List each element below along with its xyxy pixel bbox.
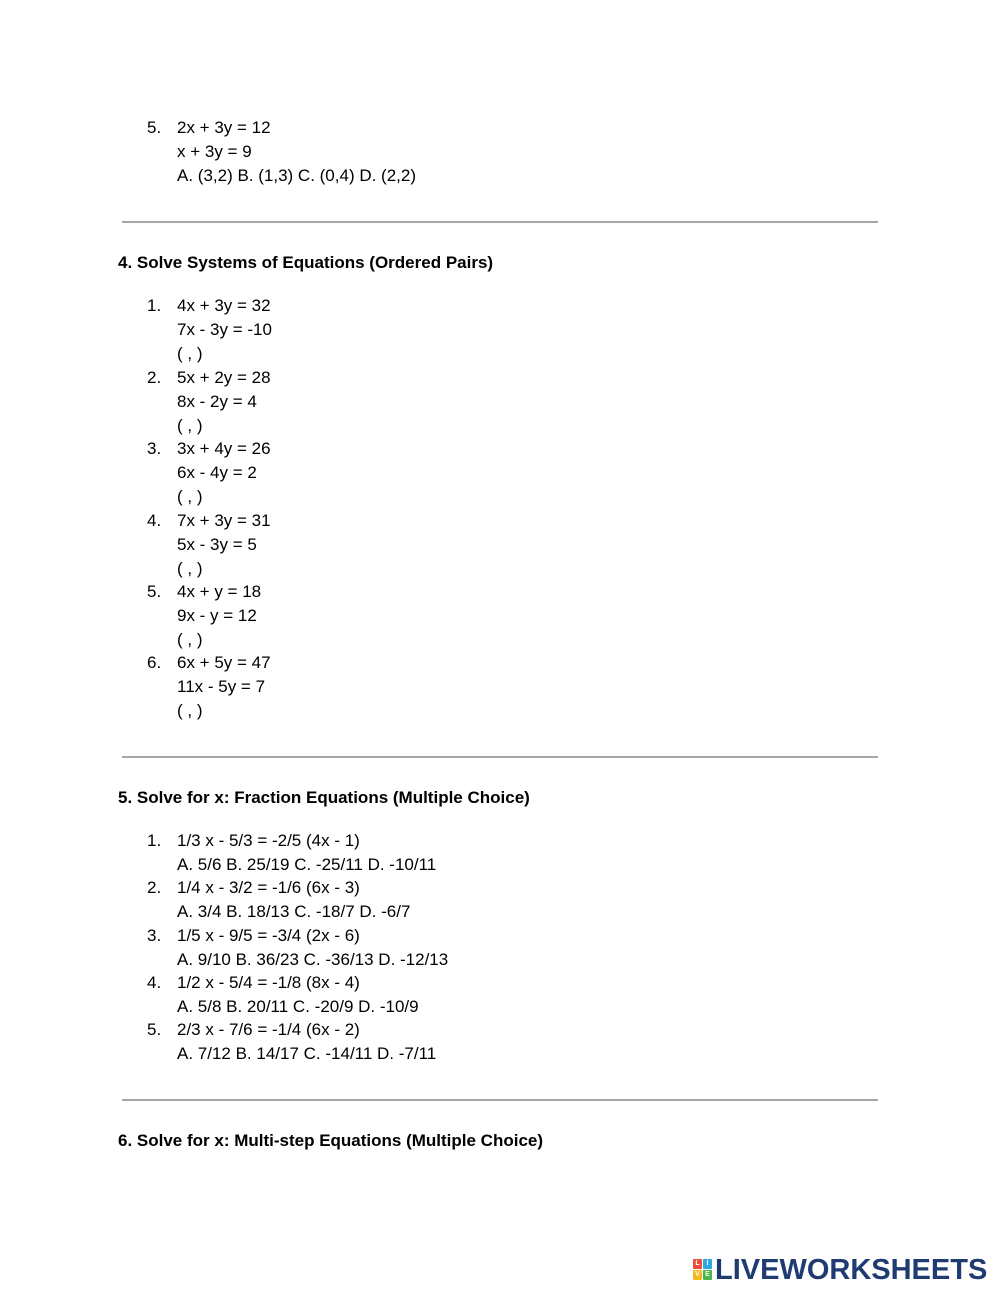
item-number: 3.: [147, 926, 162, 945]
equation-1: 6x + 5y = 47: [177, 653, 271, 672]
item-number: 5.: [147, 118, 162, 137]
answer-choices: A. (3,2) B. (1,3) C. (0,4) D. (2,2): [177, 166, 417, 185]
item-number: 2.: [147, 878, 162, 897]
logo-text: LIVEWORKSHEETS: [715, 1254, 988, 1286]
equation: 1/4 x - 3/2 = -1/6 (6x - 3): [177, 878, 360, 897]
item-number: 1.: [147, 296, 162, 315]
item-number: 5.: [147, 1020, 162, 1039]
answer-choices[interactable]: A. 3/4 B. 18/13 C. -18/7 D. -6/7: [177, 902, 411, 921]
item-number: 4.: [147, 511, 162, 530]
ordered-pair-answer[interactable]: ( , ): [177, 487, 203, 506]
section-4-title: 4. Solve Systems of Equations (Ordered Pairs): [118, 253, 494, 272]
equation-1: 4x + 3y = 32: [177, 296, 271, 315]
ordered-pair-answer[interactable]: ( , ): [177, 559, 203, 578]
equation-2: 7x - 3y = -10: [177, 320, 272, 339]
section-divider: [122, 1099, 878, 1101]
equation-1: 7x + 3y = 31: [177, 511, 271, 530]
equation: 2/3 x - 7/6 = -1/4 (6x - 2): [177, 1020, 360, 1039]
ordered-pair-answer[interactable]: ( , ): [177, 416, 203, 435]
liveworksheets-logo[interactable]: [693, 1255, 987, 1285]
section-6-title: 6. Solve for x: Multi-step Equations (Multiple Choice): [118, 1131, 544, 1150]
equation-1: 3x + 4y = 26: [177, 439, 271, 458]
section-5-title: 5. Solve for x: Fraction Equations (Multiple Choice): [118, 788, 530, 807]
item-number: 6.: [147, 653, 162, 672]
answer-choices[interactable]: A. 9/10 B. 36/23 C. -36/13 D. -12/13: [177, 950, 449, 969]
ordered-pair-answer[interactable]: ( , ): [177, 344, 203, 363]
equation-1: 4x + y = 18: [177, 582, 262, 601]
equation-2: 5x - 3y = 5: [177, 535, 257, 554]
item-number: 3.: [147, 439, 162, 458]
logo-mark-letter: E: [703, 1270, 712, 1280]
section-divider: [122, 756, 878, 758]
answer-choices[interactable]: A. 5/6 B. 25/19 C. -25/11 D. -10/11: [177, 855, 437, 874]
item-number: 4.: [147, 973, 162, 992]
equation-2: 8x - 2y = 4: [177, 392, 257, 411]
equation-1: 5x + 2y = 28: [177, 368, 271, 387]
equation: 1/2 x - 5/4 = -1/8 (8x - 4): [177, 973, 360, 992]
answer-choices[interactable]: A. 5/8 B. 20/11 C. -20/9 D. -10/9: [177, 997, 419, 1016]
ordered-pair-answer[interactable]: ( , ): [177, 630, 203, 649]
item-number: 2.: [147, 368, 162, 387]
equation-2: 11x - 5y = 7: [177, 677, 266, 696]
item-number: 5.: [147, 582, 162, 601]
equation-2: x + 3y = 9: [177, 142, 252, 161]
ordered-pair-answer[interactable]: ( , ): [177, 701, 203, 720]
equation-2: 6x - 4y = 2: [177, 463, 257, 482]
equation: 1/3 x - 5/3 = -2/5 (4x - 1): [177, 831, 360, 850]
equation-2: 9x - y = 12: [177, 606, 257, 625]
equation-1: 2x + 3y = 12: [177, 118, 271, 137]
answer-choices[interactable]: A. 7/12 B. 14/17 C. -14/11 D. -7/11: [177, 1044, 437, 1063]
equation: 1/5 x - 9/5 = -3/4 (2x - 6): [177, 926, 360, 945]
logo-mark-letter: I: [703, 1259, 712, 1269]
item-number: 1.: [147, 831, 162, 850]
logo-mark-icon: [693, 1259, 713, 1281]
section-divider: [122, 221, 878, 223]
logo-mark-letter: V: [693, 1270, 702, 1280]
logo-mark-letter: L: [693, 1259, 702, 1269]
